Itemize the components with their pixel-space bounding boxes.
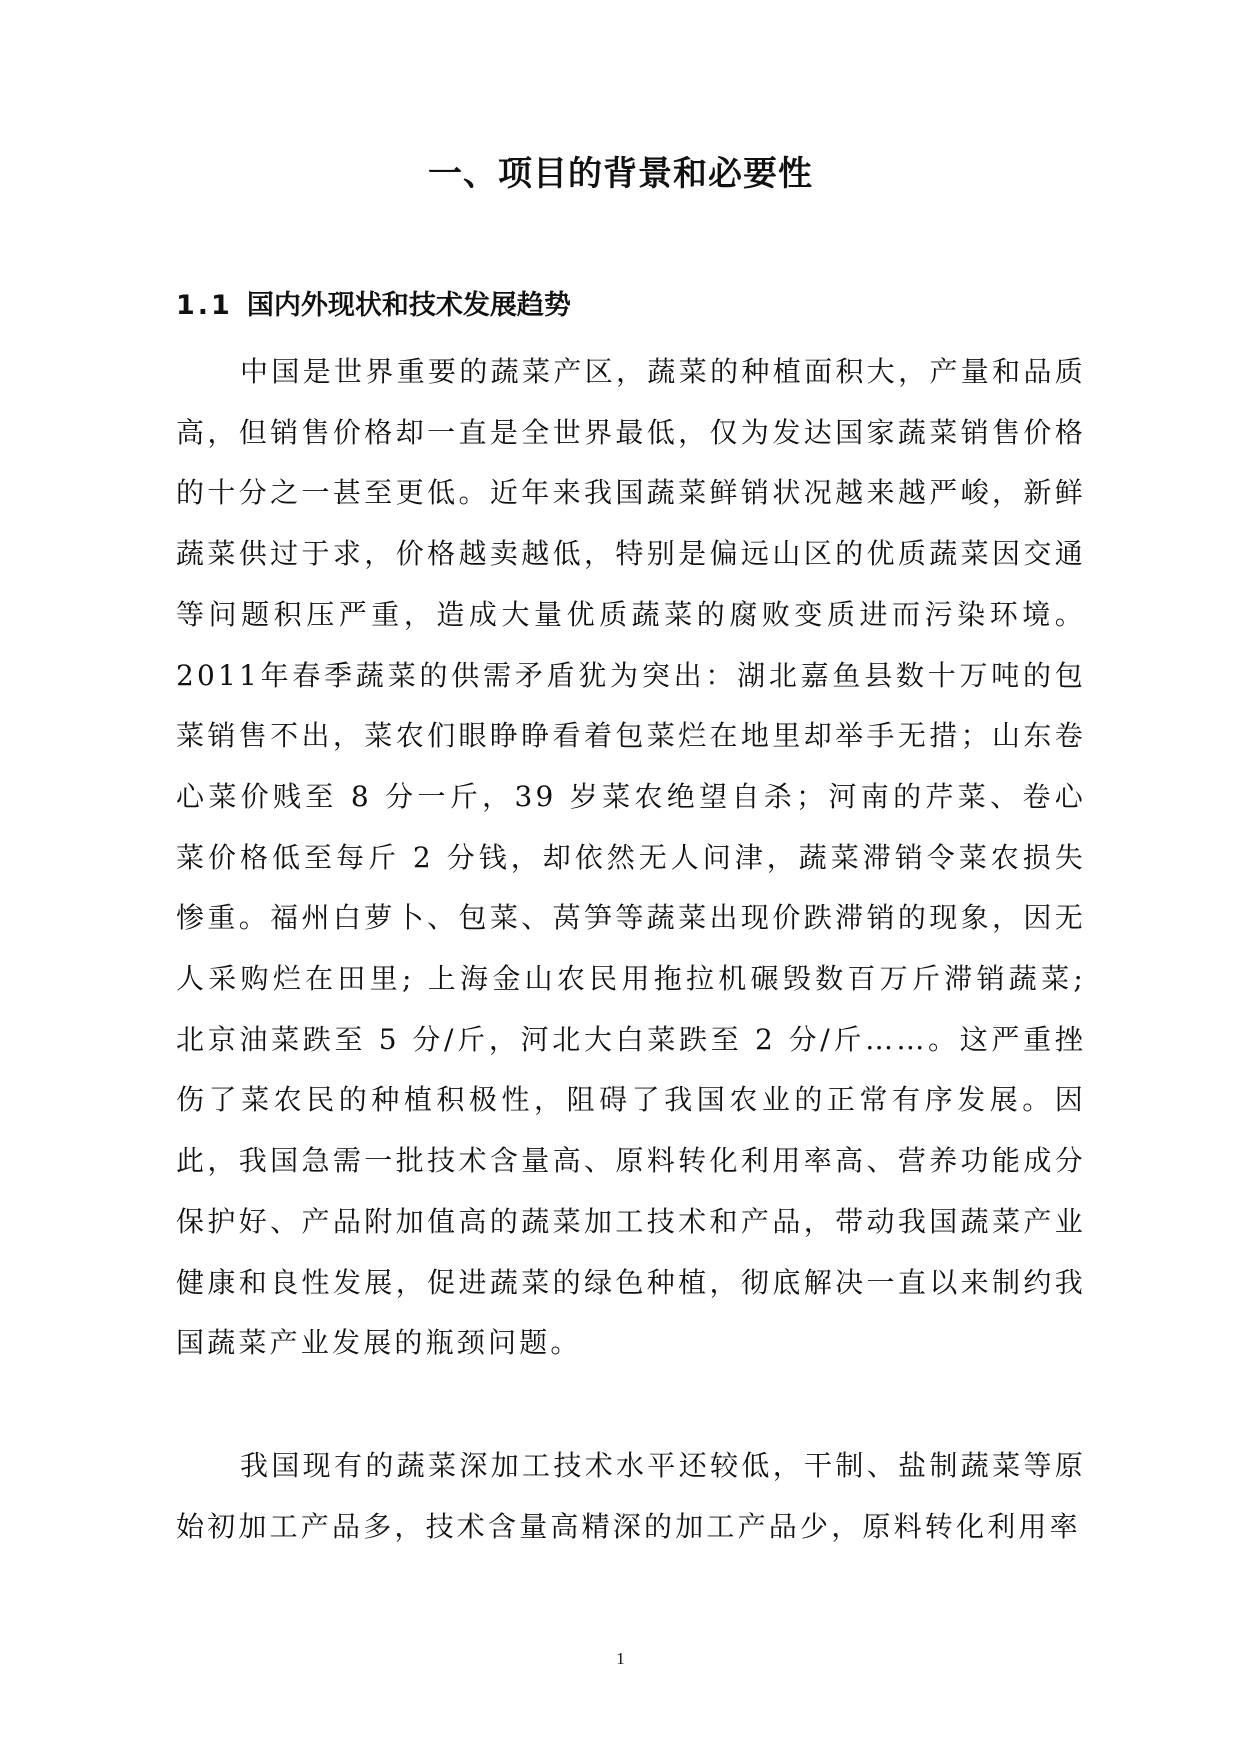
section-heading xyxy=(176,286,571,326)
body-paragraph: 中国是世界重要的蔬菜产区，蔬菜的种植面积大，产量和品质高，但销售价格却一直是全世界最低，仅为发达国家蔬菜销售价格的十分之一甚至更低。近年来我国蔬菜鲜销状况越来越严峻，新鲜蔬菜供过于求，价格越卖越低，特别是偏远山区的优质蔬菜因交通等问题积压严重，造成大量优质蔬菜的腐败变质进而污染环境。2011年春季蔬菜的供需矛盾犹为突出：湖北嘉鱼县数十万吨的包菜销售不出，菜农们眼睁睁看着包菜烂在地里却举手无措；山东卷心菜价贱至 8 分一斤，39 岁菜农绝望自杀；河南的芹菜、卷心菜价格低至每斤 2 分钱，却依然无人问津，蔬菜滞销令菜农损失惨重。福州白萝卜、包菜、莴笋等蔬菜出现价跌滞销的现象，因无人采购烂在田里; 上海金山农民用拖拉机碾毁数百万斤滞销蔬菜; 北京油菜跌至 5 分/斤，河北大白菜跌至 2 分/斤……。这严重挫伤了菜农民的种植积极性，阻碍了我国农业的正常有序发展。因此，我国急需一批技术含量高、原料转化利用率高、营养功能成分保护好、产品附加值高的蔬菜加工技术和产品，带动我国蔬菜产业健康和良性发展，促进蔬菜的绿色种植，彻底解决一直以来制约我国蔬菜产业发展的瓶颈问题。 xyxy=(176,355,1086,1360)
page-number: 1 xyxy=(616,1649,625,1668)
section-title: 国内外现状和技术发展趋势 xyxy=(246,290,571,321)
section-number: 1.1 xyxy=(176,290,233,321)
body-paragraph: 我国现有的蔬菜深加工技术水平还较低，干制、盐制蔬菜等原始初加工产品多，技术含量高精深的加工产品少，原料转化利用率 xyxy=(176,1449,1086,1543)
chapter-title: 一、项目的背景和必要性 xyxy=(428,154,813,194)
